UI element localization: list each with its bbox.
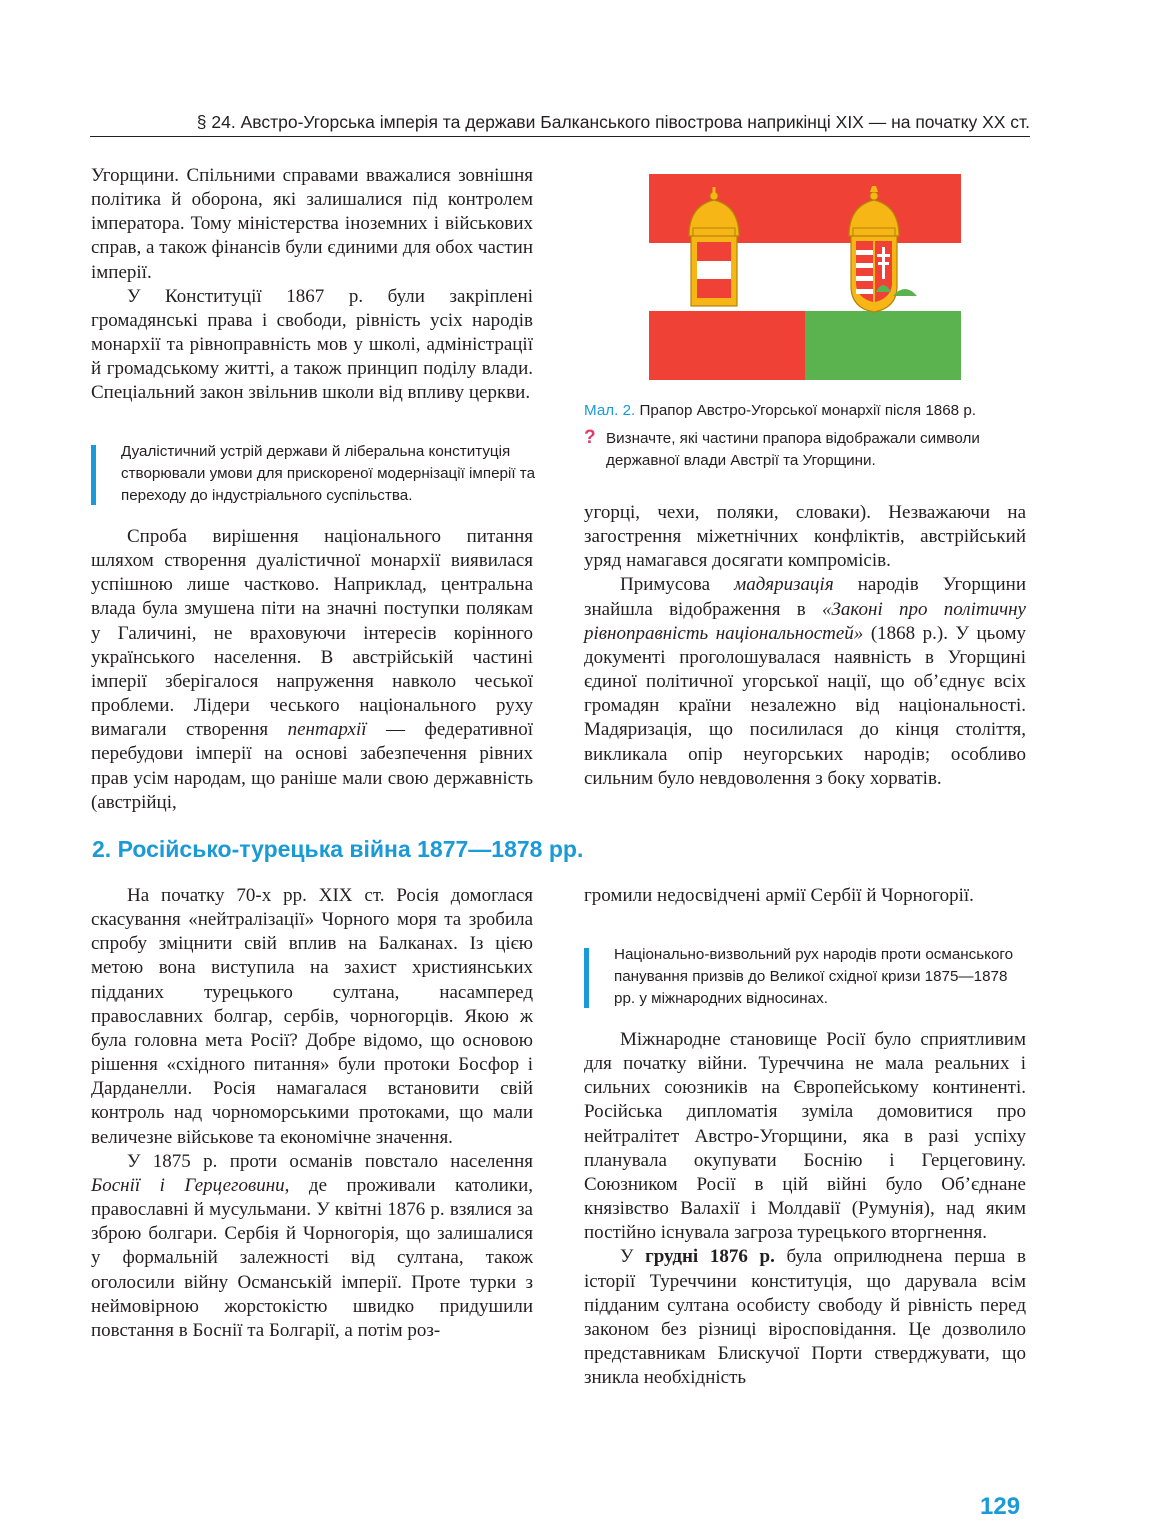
question-mark-icon: ? (584, 427, 596, 448)
left-column-top (91, 164, 533, 406)
key-point-callout (584, 944, 1030, 1010)
callout-bar (584, 948, 589, 1008)
question-text: Визначте, які частини прапора відображали символи державної влади Австрії та Угорщини. (606, 430, 980, 469)
left-column-bottom (91, 884, 533, 1343)
section-heading: 2. Російсько-турецька війна 1877—1878 рр. (92, 836, 584, 862)
paragraph: У 1875 р. проти османів повстало населення Боснії і Герцеговини, де проживали католики, православні й мусульмани. У квітні 1876 р. взялися за зброю болгари. Сербія й Чорногорія, що залишалися у формальній залежності від султана, також оголосили війну Османській імперії. Проте турки з неймовірною жорстокістю швидко придушили повстання в Боснії та Болгарії, а потім роз- (91, 1150, 533, 1341)
term-pentarchy: пентархії (287, 719, 367, 741)
austro-hungarian-flag-image (649, 174, 961, 380)
term-magyarization: мадяризація (734, 574, 834, 596)
callout-text: Дуалістичний устрій держави й ліберальна конституція створювали умови для прискореної модернізації імперії та переходу до індустріального суспільства. (121, 443, 536, 504)
running-header: § 24. Австро-Угорська імперія та держави Балканського півострова наприкінці XIX — на початку XX ст. (90, 108, 1030, 137)
right-column-bottom-top (584, 884, 1026, 908)
flag-stripe-green-lower (805, 311, 961, 380)
paragraph: Угорщини. Спільними справами вважалися зовнішня політика й оборона, які залишалися під контролем імператора. Тому міністерства іноземних і військових справ, а також фінансів були єдиними для обох частин імперії. (91, 165, 533, 283)
figure-caption (584, 400, 976, 422)
paragraph: Примусова мадяризація народів Угорщини знайшла відображення в «Законі про політичну рівноправність національностей» (1868 р.). У цьому документі проголошувалася наявність в Угорщині єдиної політичної угорської нації, що об’єднує всіх громадян країни незалежно від національності. Мадяризація, що посилилася до кінця століття, викликала опір неугорських народів; особливо сильним було невдоволення з боку хорватів. (584, 574, 1027, 789)
paragraph: громили недосвідчені армії Сербії й Чорногорії. (584, 885, 974, 906)
paragraph: Міжнародне становище Росії було сприятливим для початку війни. Туреччина не мала реальних і сильних союзників на Європейському континенті. Російська дипломатія зуміла домовитися про нейтралітет Австро-Угорщини, яка в разі успіху планувала окупувати Боснію і Герцеговину. Союзником Росії в цій війні було Об’єднане князівство Валахії і Молдавії (Румунія), над яким постійно існувала загроза турецького вторгнення. (584, 1029, 1026, 1244)
caption-text: Прапор Австро-Угорської монархії після 1868 р. (635, 402, 976, 419)
term-bosnia: Боснії і Герцеговини (91, 1174, 285, 1196)
caption-label: Мал. 2. (584, 402, 636, 419)
right-column-bottom (584, 1028, 1026, 1390)
callout-text: Національно-визвольний рух народів проти османського панування призвів до Великої східної кризи 1875—1878 рр. у міжнародних відносинах. (614, 946, 1014, 1007)
callout-bar (91, 445, 96, 505)
paragraph: угорці, чехи, поляки, словаки). Незважаючи на загострення міжетнічних конфліктів, австрійський уряд намагався досягати компромісів. (584, 502, 1026, 572)
left-column-middle (91, 525, 533, 815)
bold-date: грудні 1876 р. (645, 1246, 775, 1268)
figure-question (584, 428, 1034, 472)
paragraph: На початку 70-х рр. XIX ст. Росія домоглася скасування «нейтралізації» Чорного моря та зробила спробу зміцнити свій вплив на Балканах. Із цією метою вона виступила на захист християнських підданих турецького султана, насамперед православних болгар, сербів, чорногорців. Якою ж була головна мета Росії? Добре відомо, що основою рішення «східного питання» були протоки Босфор і Дарданелли. Росія намагалася встановити свій контроль над чорноморськими протоками, що мали величезне військове та економічне значення. (91, 885, 533, 1148)
paragraph: Спроба вирішення національного питання шляхом створення дуалістичної монархії виявилася успішною лише частково. Наприклад, центральна влада була змушена піти на значні поступки полякам у Галичині, не враховуючи інтересів корінного українського населення. В австрійській частині імперії зберігалося напруження навколо чеської проблеми. Лідери чеського національного руху вимагали створення пентархії — федеративної перебудови імперії на основі забезпечення рівних прав усім народам, що раніше мали свою державність (австрійці, (91, 526, 533, 813)
key-point-callout (91, 441, 537, 507)
page-number: 129 (980, 1493, 1021, 1520)
flag-stripe-red-lower (649, 311, 805, 380)
law-title: «Законі про політичну рівноправність національностей» (584, 598, 1026, 644)
paragraph: У грудні 1876 р. була оприлюднена перша в історії Туреччини конституція, що дарувала всім підданим султана особисту свободу й рівність перед законом без різниці віросповідання. Це дозволило представникам Блискучої Порти стверджувати, що зникла необхідність (584, 1246, 1027, 1389)
right-column-middle (584, 501, 1026, 791)
paragraph: У Конституції 1867 р. були закріплені громадянські права і свободи, рівність усіх народів монархії та рівноправність мов у школі, адміністрації й громадському житті, а також принцип поділу влади. Спеціальний закон звільнив школи від впливу церкви. (91, 285, 533, 404)
